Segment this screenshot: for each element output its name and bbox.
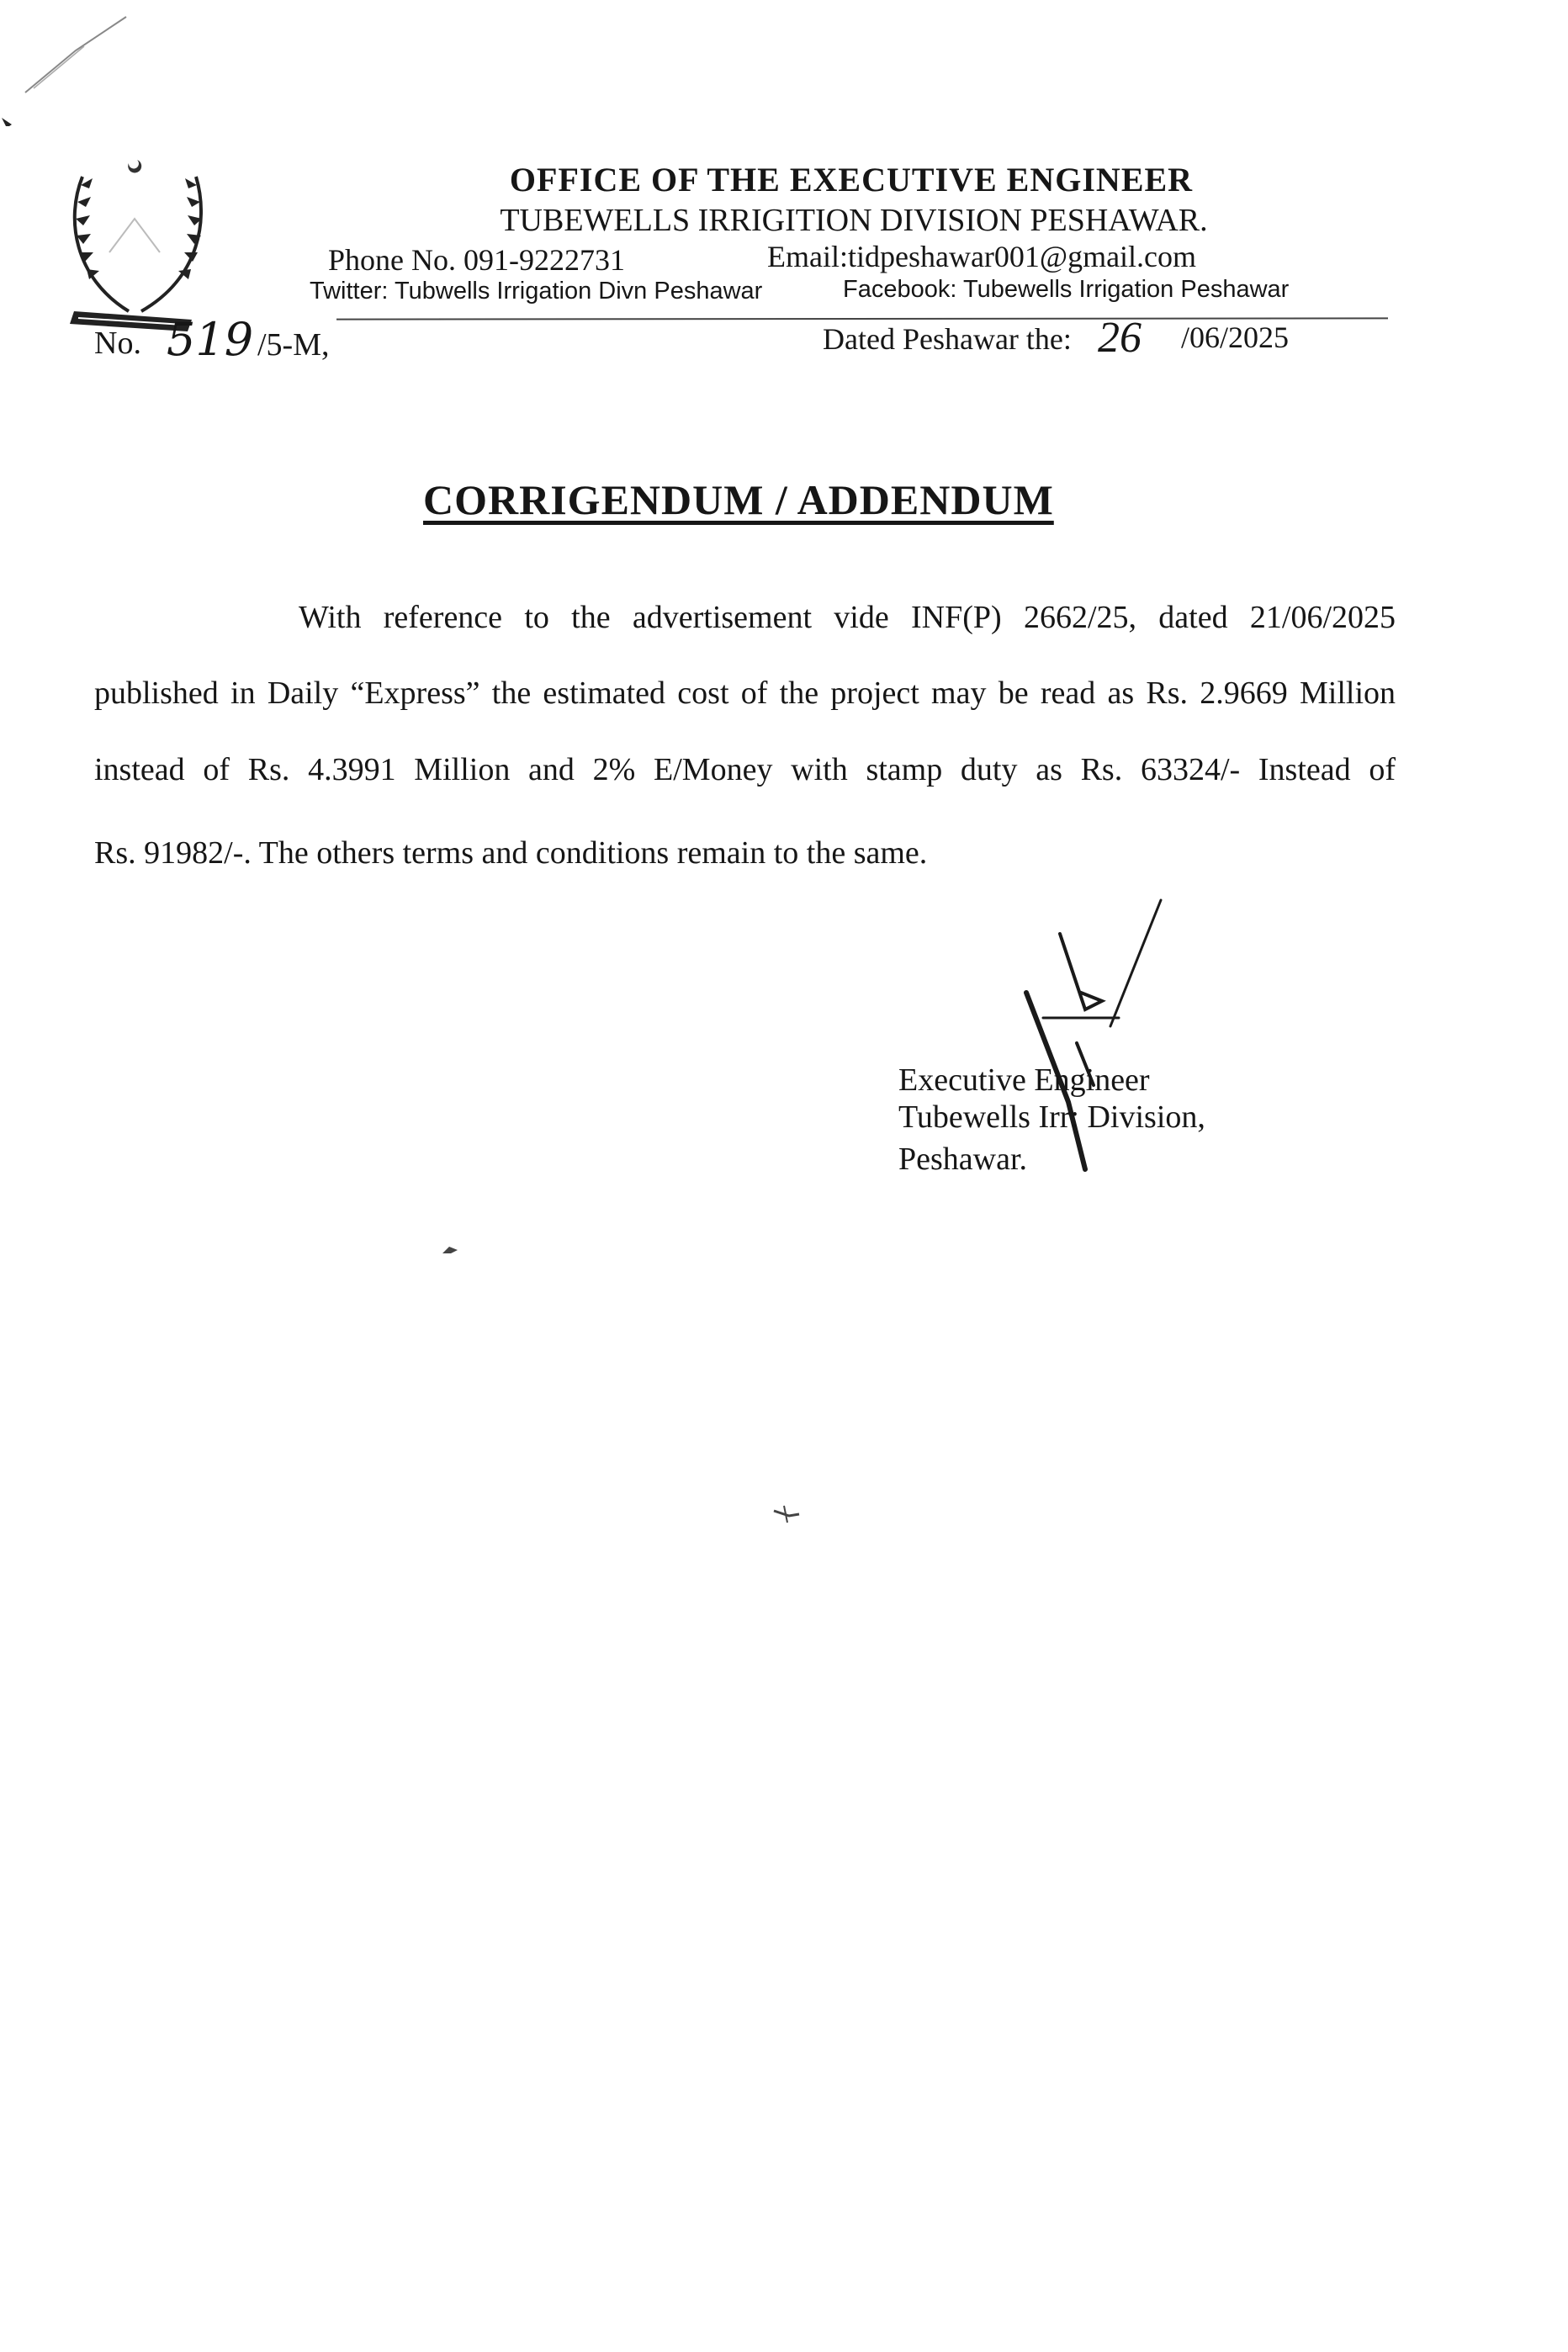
- dated-day-handwritten: 26: [1098, 314, 1142, 362]
- body-line: instead of Rs. 4.3991 Million and 2% E/Money with stamp duty as Rs. 63324/- Instead of: [94, 752, 1396, 787]
- body-line: With reference to the advertisement vide INF(P) 2662/25, dated 21/06/2025: [299, 600, 1396, 635]
- dated-month-year: /06/2025: [1181, 320, 1290, 354]
- reference-number-suffix: /5-M,: [257, 327, 330, 363]
- document-heading: CORRIGENDUM / ADDENDUM: [423, 476, 1054, 523]
- signatory-title: Executive Engineer: [898, 1062, 1150, 1098]
- signatory-location: Peshawar.: [898, 1142, 1028, 1177]
- reference-number-label: No.: [94, 326, 141, 361]
- division-name: TUBEWELLS IRRIGITION DIVISION PESHAWAR.: [500, 203, 1208, 238]
- phone-number: Phone No. 091-9222731: [328, 243, 625, 277]
- signatory-division: Tubewells Irr: Division,: [898, 1099, 1205, 1135]
- dated-label: Dated Peshawar the:: [823, 322, 1072, 356]
- office-title: OFFICE OF THE EXECUTIVE ENGINEER: [509, 161, 1194, 199]
- email-address: Email:tidpeshawar001@gmail.com: [767, 240, 1197, 273]
- body-line: published in Daily “Express” the estimated cost of the project may be read as Rs. 2.9669 Million: [94, 675, 1396, 711]
- twitter-handle: Twitter: Tubwells Irrigation Divn Peshawar: [310, 278, 763, 305]
- corner-pen-mark: [0, 0, 143, 126]
- speck-mark: [441, 1243, 461, 1257]
- body-line: Rs. 91982/-. The others terms and conditions remain to the same.: [94, 835, 928, 871]
- speck-mark: [769, 1502, 803, 1526]
- reference-number-handwritten: 519: [167, 313, 254, 366]
- facebook-page: Facebook: Tubewells Irrigation Peshawar: [843, 276, 1290, 303]
